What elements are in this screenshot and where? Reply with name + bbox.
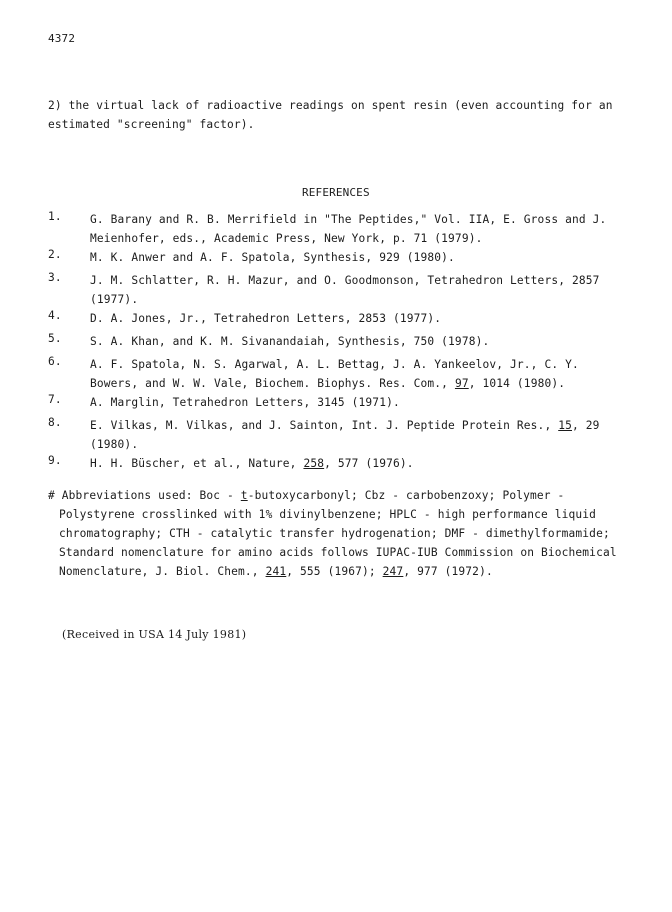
reference-text: G. Barany and R. B. Merrifield in "The Peptides," Vol. IIA, E. Gross and J. Meienhofer, eds., Academic Press, New York, p. 71 (1979). [90,213,607,245]
reference-number: 7. [48,393,62,406]
reference-number: 2. [48,248,62,261]
abbrev-part: -butoxycarbonyl; Cbz - carbobenzoxy; Polymer - Polystyrene crosslinked with 1% divinylbenzene; HPLC - high performance liquid chromatography; CTH - catalytic transfer hydrogenation; DMF - dimethylformamide; Standard nomenclature for amino acids follows IUPAC-IUB Commission on Biochemical Nomenclature, J. Biol. Chem., [59,489,617,578]
abbrev-part: , 555 (1967); [286,565,383,578]
reference-number: 9. [48,454,62,467]
reference-number: 4. [48,309,62,322]
volume-number: 258 [303,457,325,470]
reference-number: 5. [48,332,62,345]
reference-text-part: A. F. Spatola, N. S. Agarwal, A. L. Bettag, J. A. Yankeelov, Jr., C. Y. Bowers, and W. W. Vale, Biochem. Biophys. Res. Com., [90,358,579,390]
reference-item [48,271,628,309]
reference-item [48,332,628,355]
reference-text [90,416,628,454]
abbreviations-footnote [48,486,623,581]
abbrev-part: # Abbreviations used: Boc - [48,489,241,502]
reference-text: J. M. Schlatter, R. H. Mazur, and O. Goodmonson, Tetrahedron Letters, 2857 (1977). [90,274,600,306]
reference-text-part: H. H. Büscher, et al., Nature, [90,457,304,470]
volume-number: 241 [265,565,287,578]
reference-text-part: , 29 (1980). [90,419,600,451]
reference-number: 8. [48,416,62,429]
reference-text: D. A. Jones, Jr., Tetrahedron Letters, 2853 (1977). [90,312,442,325]
reference-text: S. A. Khan, and K. M. Sivanandaiah, Synthesis, 750 (1978). [90,335,490,348]
page-number: 4372 [48,32,76,45]
reference-text-part: , 577 (1976). [324,457,414,470]
reference-number: 1. [48,210,62,223]
abbrev-part: , 977 (1972). [403,565,493,578]
volume-number: 97 [454,377,469,390]
reference-item [48,309,628,332]
abbrev-prefix: t [240,489,248,502]
reference-text-part: , 1014 (1980). [468,377,566,390]
references-heading: REFERENCES [302,186,370,199]
reference-text [90,355,628,393]
received-note: (Received in USA 14 July 1981) [62,628,247,641]
reference-item [48,454,628,477]
reference-text [90,454,628,473]
reference-text: A. Marglin, Tetrahedron Letters, 3145 (1971). [90,396,400,409]
abbreviations-text [48,486,623,581]
reference-item [48,210,628,248]
reference-item [48,393,628,416]
reference-item [48,248,628,271]
reference-number: 3. [48,271,62,284]
reference-text-part: E. Vilkas, M. Vilkas, and J. Sainton, Int. J. Peptide Protein Res., [90,419,559,432]
volume-number: 247 [382,565,404,578]
reference-item [48,416,628,454]
reference-text: M. K. Anwer and A. F. Spatola, Synthesis, 929 (1980). [90,251,455,264]
reference-item [48,355,628,393]
volume-number: 15 [558,419,572,432]
reference-number: 6. [48,355,62,368]
references-list [48,210,628,477]
intro-paragraph: 2) the virtual lack of radioactive readings on spent resin (even accounting for an estimated "screening" factor). [48,99,613,131]
